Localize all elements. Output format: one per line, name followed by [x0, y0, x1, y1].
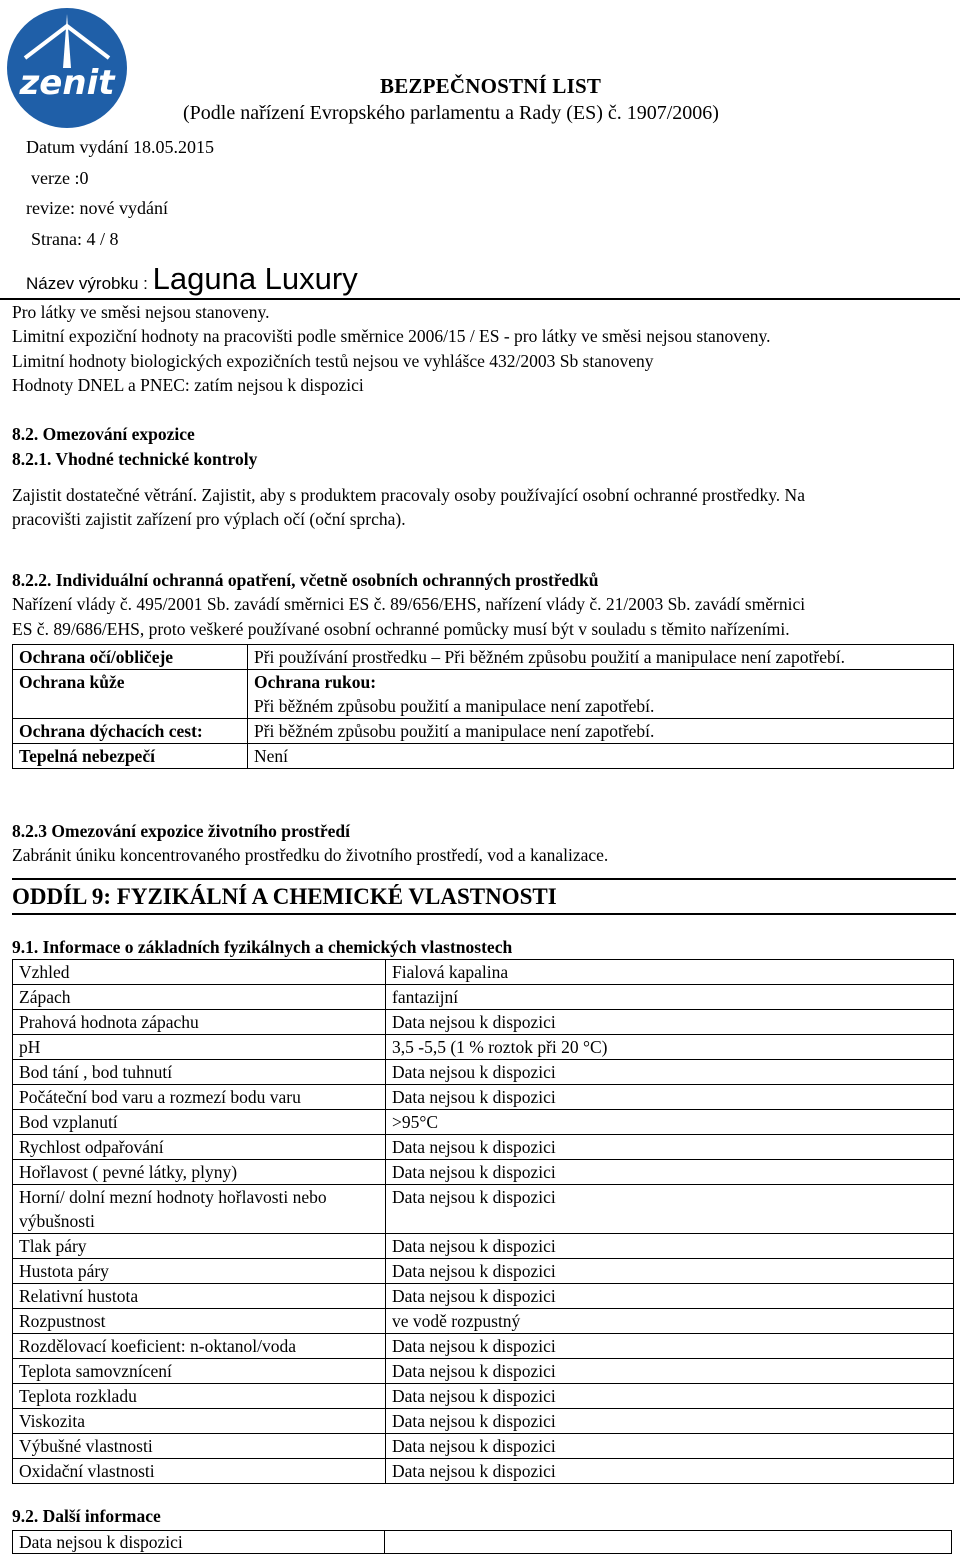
property-row	[13, 1234, 954, 1259]
property-row	[13, 1434, 954, 1459]
intro-line-4: Hodnoty DNEL a PNEC: zatím nejsou k dispozici	[12, 375, 364, 395]
property-value: Data nejsou k dispozici	[386, 1434, 954, 1459]
property-value: ve vodě rozpustný	[386, 1309, 954, 1334]
property-name: Vzhled	[13, 960, 386, 985]
other-info: Data nejsou k dispozici	[19, 1532, 183, 1552]
protection-value: Při běžném způsobu použití a manipulace není zapotřebí.	[248, 719, 954, 744]
property-name: Hořlavost ( pevné látky, plyny)	[13, 1160, 386, 1185]
property-name: Rychlost odpařování	[13, 1135, 386, 1160]
property-row	[13, 985, 954, 1010]
property-row	[13, 1185, 954, 1234]
property-row	[13, 1309, 954, 1334]
product-label: Název výrobku :	[26, 274, 153, 293]
property-row	[13, 1135, 954, 1160]
document-subtitle: (Podle nařízení Evropského parlamentu a Rady (ES) č. 1907/2006)	[183, 102, 719, 124]
protection-value-text: Při běžném způsobu použití a manipulace není zapotřebí.	[254, 696, 655, 716]
text-8-2-1-line-1: Zajistit dostatečné větrání. Zajistit, aby s produktem pracovaly osoby používající osobní ochranné prostředky. Na	[12, 485, 805, 505]
property-row	[13, 1060, 954, 1085]
property-row	[13, 1359, 954, 1384]
property-name: Rozdělovací koeficient: n-oktanol/voda	[13, 1334, 386, 1359]
issue-date: Datum vydání 18.05.2015	[26, 137, 214, 157]
table-row	[13, 719, 954, 744]
heading-8-2-3: 8.2.3 Omezování expozice životního prostředí	[12, 821, 350, 841]
property-name: Tlak páry	[13, 1234, 386, 1259]
property-name: Hustota páry	[13, 1259, 386, 1284]
property-name: Počáteční bod varu a rozmezí bodu varu	[13, 1085, 386, 1110]
property-row	[13, 1160, 954, 1185]
intro-line-2: Limitní expoziční hodnoty na pracovišti podle směrnice 2006/15 / ES - pro látky ve směsi nejsou stanoveny.	[12, 326, 771, 346]
property-row	[13, 1384, 954, 1409]
property-name: Teplota samovznícení	[13, 1359, 386, 1384]
header-divider	[0, 298, 960, 300]
property-name: Horní/ dolní mezní hodnoty hořlavosti nebo výbušnosti	[13, 1185, 386, 1234]
property-name: Viskozita	[13, 1409, 386, 1434]
property-value: Fialová kapalina	[386, 960, 954, 985]
page-number: Strana: 4 / 8	[31, 229, 119, 249]
property-value: 3,5 -5,5 (1 % roztok při 20 °C)	[386, 1035, 954, 1060]
table-row	[13, 645, 954, 670]
property-value: Data nejsou k dispozici	[386, 1334, 954, 1359]
property-value: Data nejsou k dispozici	[386, 1010, 954, 1035]
protection-table	[12, 644, 954, 769]
heading-8-2-2: 8.2.2. Individuální ochranná opatření, včetně osobních ochranných prostředků	[12, 570, 599, 590]
intro-line-3: Limitní hodnoty biologických expozičních testů nejsou ve vyhlášce 432/2003 Sb stanoveny	[12, 351, 654, 371]
property-value: Data nejsou k dispozici	[386, 1359, 954, 1384]
property-value: Data nejsou k dispozici	[386, 1085, 954, 1110]
property-value: Data nejsou k dispozici	[386, 1185, 954, 1234]
protection-label: Tepelná nebezpečí	[13, 744, 248, 769]
property-row	[13, 1259, 954, 1284]
protection-value	[248, 670, 954, 719]
property-value: Data nejsou k dispozici	[386, 1459, 954, 1484]
logo-text: zenit	[19, 63, 115, 103]
protection-value: Není	[248, 744, 954, 769]
property-value: Data nejsou k dispozici	[386, 1259, 954, 1284]
heading-8-2: 8.2. Omezování expozice	[12, 424, 195, 444]
property-row	[13, 1085, 954, 1110]
version: verze :0	[31, 168, 89, 188]
text-8-2-2-line-2: ES č. 89/686/EHS, proto veškeré používané osobní ochranné pomůcky musí být v souladu s těmito nařízeními.	[12, 619, 790, 639]
property-name: Teplota rozkladu	[13, 1384, 386, 1409]
property-row	[13, 1459, 954, 1484]
protection-label: Ochrana očí/obličeje	[13, 645, 248, 670]
property-value: fantazijní	[386, 985, 954, 1010]
property-name: Výbušné vlastnosti	[13, 1434, 386, 1459]
revision: revize: nové vydání	[26, 198, 168, 218]
property-name: Rozpustnost	[13, 1309, 386, 1334]
protection-value: Při používání prostředku – Při běžném způsobu použití a manipulace není zapotřebí.	[248, 645, 954, 670]
other-info-divider	[384, 1530, 385, 1554]
protection-label: Ochrana dýchacích cest:	[13, 719, 248, 744]
property-value: Data nejsou k dispozici	[386, 1409, 954, 1434]
property-name: Bod vzplanutí	[13, 1110, 386, 1135]
protection-label: Ochrana kůže	[13, 670, 248, 719]
heading-9-2: 9.2. Další informace	[12, 1506, 161, 1526]
product-name: Laguna Luxury	[152, 261, 358, 296]
document-title: BEZPEČNOSTNÍ LIST	[380, 74, 602, 98]
text-8-2-1-line-2: pracovišti zajistit zařízení pro výplach očí (oční sprcha).	[12, 509, 406, 529]
section-9-title: ODDÍL 9: FYZIKÁLNÍ A CHEMICKÉ VLASTNOSTI	[12, 884, 557, 909]
text-8-2-3: Zabránit úniku koncentrovaného prostředku do životního prostředí, vod a kanalizace.	[12, 845, 609, 865]
property-value: Data nejsou k dispozici	[386, 1284, 954, 1309]
property-value: >95°C	[386, 1110, 954, 1135]
property-name: Relativní hustota	[13, 1284, 386, 1309]
property-name: Prahová hodnota zápachu	[13, 1010, 386, 1035]
property-row	[13, 1334, 954, 1359]
section-9-top-rule	[12, 878, 956, 880]
section-9-bottom-rule	[12, 913, 956, 915]
property-row	[13, 1284, 954, 1309]
property-row	[13, 960, 954, 985]
intro-line-1: Pro látky ve směsi nejsou stanoveny.	[12, 302, 270, 322]
properties-table	[12, 959, 954, 1484]
product-name-row	[26, 261, 358, 297]
property-name: Zápach	[13, 985, 386, 1010]
text-8-2-2-line-1: Nařízení vlády č. 495/2001 Sb. zavádí směrnici ES č. 89/656/EHS, nařízení vlády č. 21/2003 Sb. zavádí směrnici	[12, 594, 806, 614]
property-row	[13, 1010, 954, 1035]
property-name: Bod tání , bod tuhnutí	[13, 1060, 386, 1085]
property-name: Oxidační vlastnosti	[13, 1459, 386, 1484]
heading-9-1: 9.1. Informace o základních fyzikálnych a chemických vlastnostech	[12, 937, 513, 957]
table-row	[13, 670, 954, 719]
property-name: pH	[13, 1035, 386, 1060]
table-row	[13, 744, 954, 769]
property-row	[13, 1110, 954, 1135]
property-value: Data nejsou k dispozici	[386, 1060, 954, 1085]
property-value: Data nejsou k dispozici	[386, 1135, 954, 1160]
property-value: Data nejsou k dispozici	[386, 1234, 954, 1259]
property-value: Data nejsou k dispozici	[386, 1160, 954, 1185]
property-value: Data nejsou k dispozici	[386, 1384, 954, 1409]
property-row	[13, 1409, 954, 1434]
protection-value-heading: Ochrana rukou:	[254, 672, 377, 692]
other-info-box	[12, 1530, 952, 1554]
property-row	[13, 1035, 954, 1060]
heading-8-2-1: 8.2.1. Vhodné technické kontroly	[12, 449, 258, 469]
zenit-logo	[5, 6, 129, 130]
